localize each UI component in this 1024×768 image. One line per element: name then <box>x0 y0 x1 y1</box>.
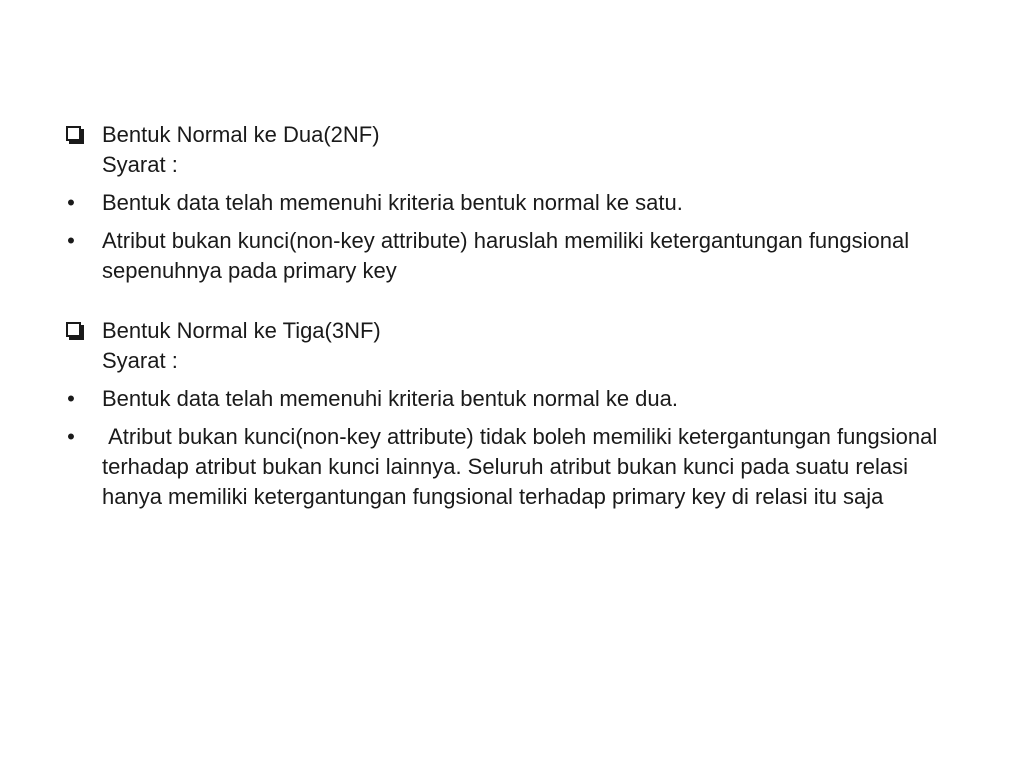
slide-content <box>64 120 964 520</box>
heading-text: Bentuk Normal ke Tiga(3NF) <box>102 318 381 343</box>
heading-text: Bentuk Normal ke Dua(2NF) <box>102 122 380 147</box>
bullet-dot-icon: • <box>67 424 75 449</box>
bullet-dot-icon: • <box>67 190 75 215</box>
bullet-item <box>64 188 964 218</box>
bullet-list <box>64 188 964 286</box>
section-heading <box>64 316 964 376</box>
bullet-dot-icon: • <box>67 386 75 411</box>
checkbox-icon <box>66 126 81 141</box>
bullet-text: Bentuk data telah memenuhi kriteria bentuk normal ke dua. <box>102 386 678 411</box>
bullet-dot-icon: • <box>67 228 75 253</box>
bullet-item <box>64 384 964 414</box>
checkbox-icon <box>66 322 81 337</box>
bullet-text: Atribut bukan kunci(non-key attribute) tidak boleh memiliki ketergantungan fungsional terhadap atribut bukan kunci lainnya. Seluruh atribut bukan kunci pada suatu relasi hanya memiliki ketergantungan fungsional terhadap primary key di relasi itu saja <box>102 424 944 509</box>
bullet-item <box>64 422 964 512</box>
bullet-text: Atribut bukan kunci(non-key attribute) haruslah memiliki ketergantungan fungsional sepenuhnya pada primary key <box>102 228 910 283</box>
section-3nf <box>64 316 964 512</box>
subheading-text: Syarat : <box>102 152 178 177</box>
subheading-text: Syarat : <box>102 348 178 373</box>
bullet-list <box>64 384 964 512</box>
bullet-text: Bentuk data telah memenuhi kriteria bentuk normal ke satu. <box>102 190 683 215</box>
section-2nf <box>64 120 964 286</box>
section-heading <box>64 120 964 180</box>
bullet-item <box>64 226 964 286</box>
